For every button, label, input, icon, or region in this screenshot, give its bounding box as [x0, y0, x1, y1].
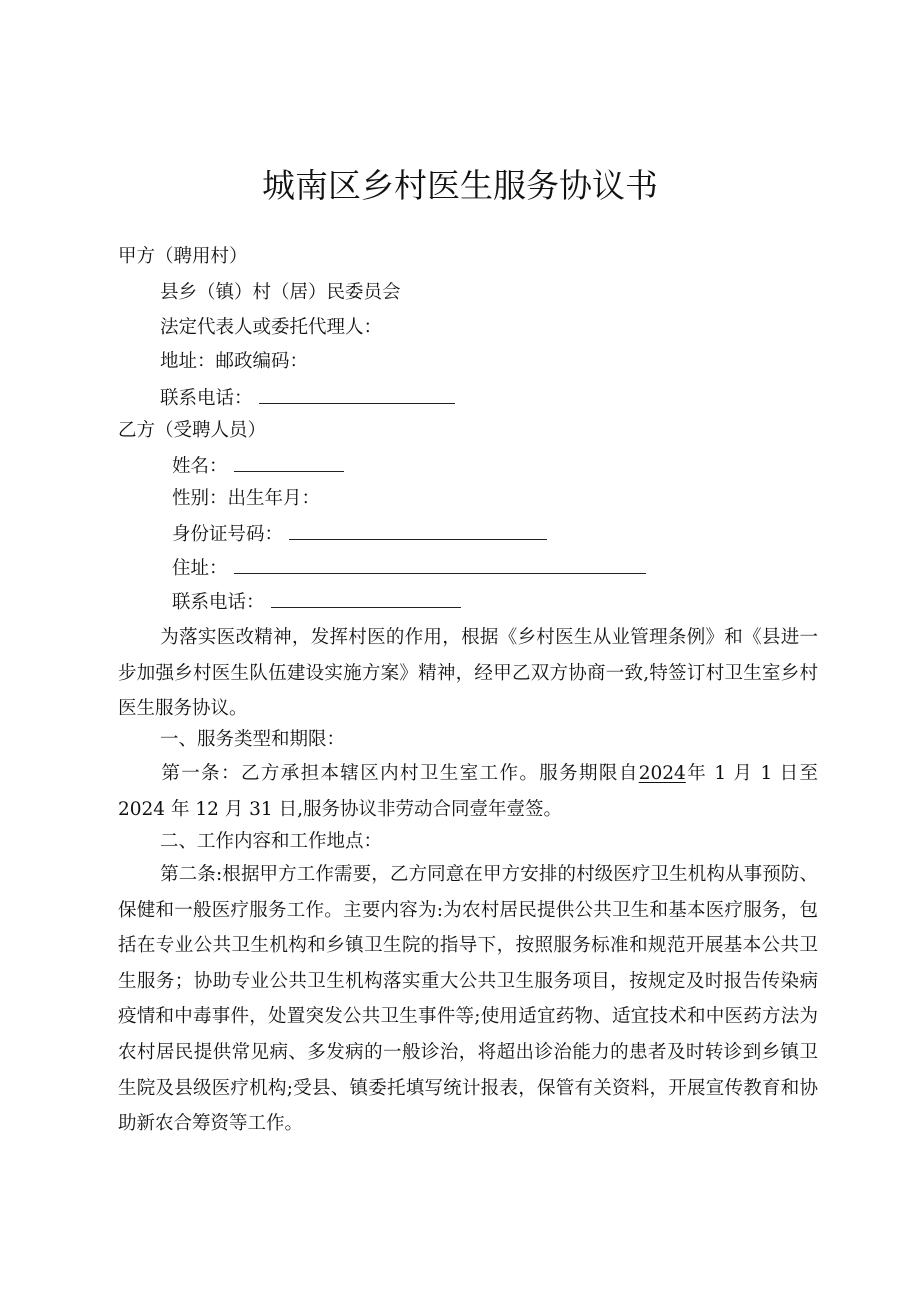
party-b-phone-blank[interactable] [271, 589, 461, 608]
party-b-name-row [172, 453, 344, 479]
party-b-id-row [172, 521, 547, 547]
section1-article [118, 756, 818, 827]
section1-article-prefix: 第一条：乙方承担本辖区内村卫生室工作。服务期限自 [160, 763, 639, 784]
section2-heading: 二、工作内容和工作地点： [160, 831, 383, 852]
section2-article [118, 857, 818, 1142]
party-a-phone-row [160, 385, 455, 411]
party-b-phone-row [172, 589, 461, 615]
party-b-id-label: 身份证号码： [172, 524, 284, 545]
party-a-representative: 法定代表人或委托代理人： [160, 317, 383, 338]
party-b-gender-birth: 性别：出生年月： [172, 488, 321, 509]
party-a-heading: 甲方（聘用村） [118, 246, 248, 267]
party-a-committee: 县乡（镇）村（居）民委员会 [160, 282, 401, 303]
section1-heading: 一、服务类型和期限： [160, 729, 346, 750]
party-b-address-row [172, 555, 646, 581]
section1-start-year: 2024 [638, 763, 686, 784]
section2-article-text: 第二条:根据甲方工作需要，乙方同意在甲方安排的村级医疗卫生机构从事预防、保健和一般医疗服务工作。主要内容为:为农村居民提供公共卫生和基本医疗服务，包括在专业公共卫生机构和乡镇卫生院的指导下，按照服务标准和规范开展基本公共卫生服务；协助专业公共卫生机构落实重大公共卫生服务项目，按规定及时报告传染病疫情和中毒事件，处置突发公共卫生事件等;使用适宜药物、适宜技术和中医药方法为农村居民提供常见病、多发病的一般诊治，将超出诊治能力的患者及时转诊到乡镇卫生院及县级医疗机构;受县、镇委托填写统计报表，保管有关资料，开展宣传教育和协助新农合筹资等工作。 [118, 864, 818, 1135]
party-a-address: 地址：邮政编码： [160, 351, 309, 372]
party-a-phone-blank[interactable] [259, 385, 455, 404]
intro-text: 为落实医改精神，发挥村医的作用，根据《乡村医生从业管理条例》和《县进一步加强乡村医生队伍建设实施方案》精神，经甲乙双方协商一致,特签订村卫生室乡村医生服务协议。 [118, 627, 818, 720]
document-title: 城南区乡村医生服务协议书 [262, 166, 658, 205]
section1-article-suffix: 年 1 月 1 日至 2024 年 12 月 31 日,服务协议非劳动合同壹年壹签。 [118, 763, 818, 820]
party-b-name-blank[interactable] [234, 453, 344, 472]
party-a-phone-label: 联系电话： [160, 388, 253, 409]
intro-paragraph [118, 620, 818, 727]
party-b-address-blank[interactable] [234, 555, 646, 574]
party-b-name-label: 姓名： [172, 456, 228, 477]
party-b-address-label: 住址： [172, 558, 228, 579]
party-b-heading: 乙方（受聘人员） [118, 420, 267, 441]
party-b-phone-label: 联系电话： [172, 592, 265, 613]
party-b-id-blank[interactable] [289, 521, 547, 540]
